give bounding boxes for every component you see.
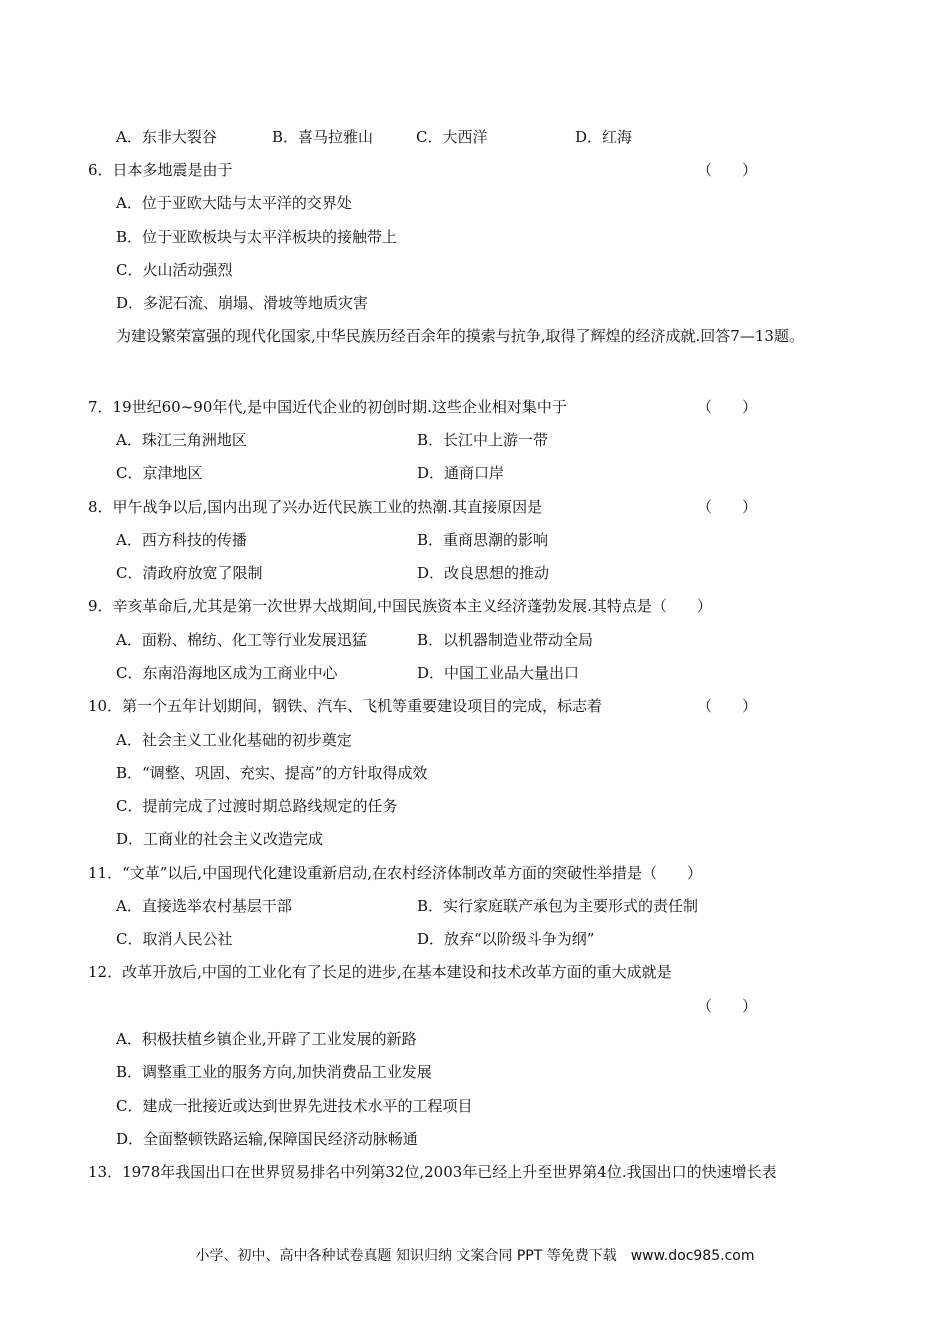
q9-option-a: A．面粉、棉纺、化工等行业发展迅猛: [116, 631, 367, 649]
q8-option-c: C．清政府放宽了限制: [116, 564, 263, 582]
q9-option-c: C．东南沿海地区成为工商业中心: [116, 664, 338, 682]
q5-option-a: A．东非大裂谷: [116, 128, 217, 146]
q8-stem: 8．甲午战争以后,国内出现了兴办近代民族工业的热潮.其直接原因是: [88, 498, 543, 516]
q6-option-c: C．火山活动强烈: [116, 261, 233, 279]
page-footer: 小学、初中、高中各种试卷真题 知识归纳 文案合同 PPT 等免费下载 www.doc985.com: [195, 1248, 755, 1264]
q8-option-d: D．改良思想的推动: [417, 564, 550, 582]
q11-option-d: D．放弃“以阶级斗争为纲”: [417, 930, 595, 948]
q6-option-d: D．多泥石流、崩塌、滑坡等地质灾害: [116, 294, 369, 312]
q5-option-d: D．红海: [575, 128, 633, 146]
q10-stem: 10．第一个五年计划期间，钢铁、汽车、飞机等重要建设项目的完成，标志着: [88, 697, 603, 715]
q12-stem: 12．改革开放后,中国的工业化有了长足的进步,在基本建设和技术改革方面的重大成就是: [88, 963, 672, 981]
q9-option-b: B．以机器制造业带动全局: [417, 631, 594, 649]
q5-option-c: C．大西洋: [416, 128, 488, 146]
q5-option-b: B．喜马拉雅山: [272, 128, 374, 146]
q12-answer-paren: （ ）: [697, 997, 758, 1015]
q6-stem: 6．日本多地震是由于: [88, 161, 233, 179]
q10-option-d: D．工商业的社会主义改造完成: [116, 830, 324, 848]
q7-option-a: A．珠江三角洲地区: [116, 431, 247, 449]
q6-answer-paren: （ ）: [697, 161, 758, 179]
q7-option-c: C．京津地区: [116, 464, 203, 482]
q10-option-b: B．“调整、巩固、充实、提高”的方针取得成效: [116, 764, 428, 782]
q11-option-c: C．取消人民公社: [116, 930, 233, 948]
q11-option-b: B．实行家庭联产承包为主要形式的责任制: [417, 897, 699, 915]
q9-option-d: D．中国工业品大量出口: [417, 664, 580, 682]
q6-option-b: B．位于亚欧板块与太平洋板块的接触带上: [116, 228, 398, 246]
q7-answer-paren: （ ）: [697, 398, 758, 416]
q7-stem: 7．19世纪60~90年代,是中国近代企业的初创时期.这些企业相对集中于: [88, 398, 567, 416]
q12-option-b: B．调整重工业的服务方向,加快消费品工业发展: [116, 1063, 432, 1081]
q11-stem: 11．“文革”以后,中国现代化建设重新启动,在农村经济体制改革方面的突破性举措是（ ）: [88, 864, 702, 882]
q10-option-a: A．社会主义工业化基础的初步奠定: [116, 731, 352, 749]
q10-option-c: C．提前完成了过渡时期总路线规定的任务: [116, 797, 398, 815]
q6-option-a: A．位于亚欧大陆与太平洋的交界处: [116, 194, 352, 212]
section-intro: 为建设繁荣富强的现代化国家,中华民族历经百余年的摸索与抗争,取得了辉煌的经济成就.回答7—13题。: [116, 327, 804, 345]
q12-option-a: A．积极扶植乡镇企业,开辟了工业发展的新路: [116, 1030, 417, 1048]
q10-answer-paren: （ ）: [697, 697, 758, 715]
q12-option-d: D．全面整顿铁路运输,保障国民经济动脉畅通: [116, 1130, 418, 1148]
q8-option-a: A．西方科技的传播: [116, 531, 247, 549]
q8-answer-paren: （ ）: [697, 498, 758, 516]
q13-stem: 13．1978年我国出口在世界贸易排名中列第32位,2003年已经上升至世界第4位.我国出口的快速增长表: [88, 1163, 777, 1181]
q8-option-b: B．重商思潮的影响: [417, 531, 549, 549]
q12-option-c: C．建成一批接近或达到世界先进技术水平的工程项目: [116, 1097, 473, 1115]
q7-option-b: B．长江中上游一带: [417, 431, 549, 449]
q7-option-d: D．通商口岸: [417, 464, 505, 482]
q11-option-a: A．直接选举农村基层干部: [116, 897, 292, 915]
q9-stem: 9．辛亥革命后,尤其是第一次世界大战期间,中国民族资本主义经济蓬勃发展.其特点是（ ）: [88, 597, 712, 615]
